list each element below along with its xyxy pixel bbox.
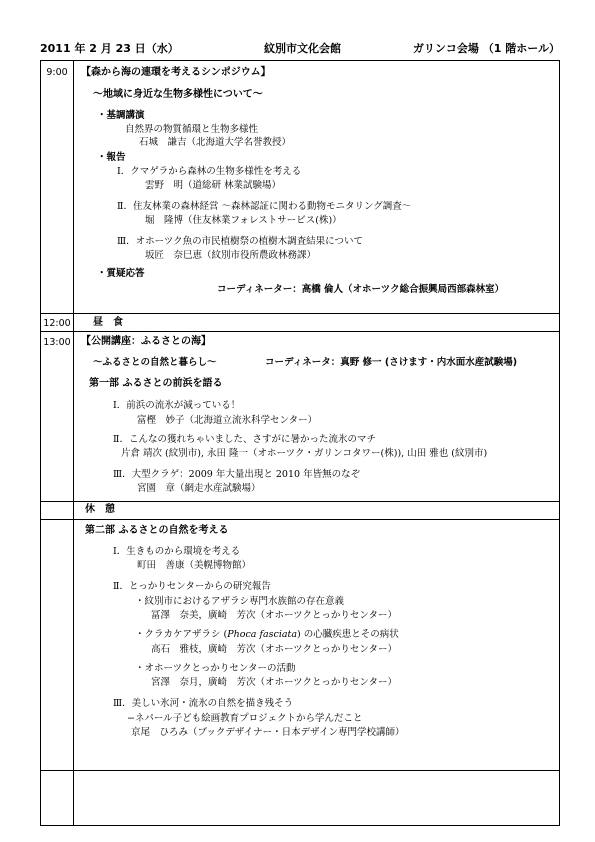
keynote-heading: ・基調講演: [97, 110, 145, 121]
report-1-title: Ⅰ．クマゲラから森林の生物多様性を考える: [117, 166, 302, 177]
part-2-talk-2c-speakers: 宮澤 奈月，廣崎 芳次（オホーツクとっかりセンター）: [151, 677, 397, 688]
part-2-talk-1-speaker: 町田 善康（美幌博物館）: [137, 560, 252, 571]
keynote-title: 自然界の物質循環と生物多様性: [125, 124, 259, 135]
part-2-talk-2-title: Ⅱ．とっかりセンターからの研究報告: [113, 581, 271, 592]
part-1-talk-1-title: Ⅰ．前浜の流氷が減っている！: [113, 400, 241, 411]
part-1-talk-3-speaker: 宮園 章（網走水産試験場）: [137, 483, 261, 494]
report-2-speaker: 堀 隆博（住友林業フォレストサービス(株)）: [145, 215, 342, 226]
lecture-subtitle: 〜ふるさとの自然と暮らし〜: [93, 357, 217, 368]
part-2-talk-2c-title: ・オホーツクとっかりセンターの活動: [135, 663, 296, 674]
afternoon-coordinator: コーディネータ：真野 修一 (さけます・内水面水産試験場): [265, 357, 518, 368]
symposium-subtitle: 〜地域に身近な生物多様性について〜: [93, 89, 263, 100]
lunch-label: 昼 食: [93, 317, 123, 328]
row-divider: [41, 519, 559, 520]
schedule-header: [40, 40, 560, 54]
symposium-title: 【森から海の連環を考えるシンポジウム】: [81, 67, 271, 78]
lecture-title: 【公開講座：ふるさとの海】: [81, 336, 211, 347]
time-slot-lunch: 12:00: [43, 318, 71, 329]
part-2-talk-2b-speakers: 高石 雅枝，廣崎 芳次（オホーツクとっかりセンター）: [151, 644, 397, 655]
part-1-talk-2-title: Ⅱ．こんなの獲れちゃいました、さすがに暑かった流氷のマチ: [113, 434, 376, 445]
part-2-talk-2a-speakers: 冨澤 奈美，廣崎 芳次（オホーツクとっかりセンター）: [151, 610, 397, 621]
report-3-speaker: 坂匠 奈巳恵（紋別市役所農政林務課）: [145, 250, 317, 261]
talk-2b-title-suffix: ) の心臓疾患とその病状: [297, 629, 399, 640]
schedule-table: [40, 60, 560, 826]
row-divider: [41, 501, 559, 502]
report-heading: ・報告: [97, 152, 126, 163]
part-1-heading: 第一部 ふるさとの前浜を語る: [89, 378, 223, 389]
event-date: 2011 年 2 月 23 日（水）: [40, 42, 179, 55]
part-2-talk-2a-title: ・紋別市におけるアザラシ専門水族館の存在意義: [135, 596, 345, 607]
break-label: 休 憩: [85, 504, 115, 515]
event-hall: ガリンコ会場 （1 階ホール）: [412, 42, 560, 55]
row-divider: [41, 331, 559, 332]
part-1-talk-1-speaker: 富樫 妙子（北海道立流氷科学センター）: [137, 415, 318, 426]
part-1-talk-3-title: Ⅲ．大型クラゲ：2009 年大量出現と 2010 年皆無のなぞ: [113, 469, 361, 480]
event-venue: 紋別市文化会館: [264, 42, 341, 55]
latin-species-name: Phoca fasciata: [227, 629, 298, 640]
part-2-talk-2b-title: [135, 630, 399, 640]
talk-2b-title-prefix: ・クラカケアザラシ (: [135, 629, 228, 640]
report-2-title: Ⅱ．住友林業の森林経営 〜森林認証に関わる動物モニタリング調査〜: [117, 201, 412, 212]
qa-heading: ・質疑応答: [97, 268, 145, 279]
part-2-talk-3-title: Ⅲ．美しい氷河・流氷の自然を描き残そう: [113, 698, 294, 709]
time-column-divider: [73, 61, 74, 825]
part-2-talk-1-title: Ⅰ．生きものから環境を考える: [113, 546, 241, 557]
keynote-speaker: 石城 謙吉（北海道大学名誉教授）: [139, 137, 292, 148]
morning-coordinator: コーディネーター：高橋 倫人（オホーツク総合振興局西部森林室）: [217, 284, 505, 295]
part-2-talk-3-speaker: 京尾 ひろみ（ブックデザイナー・日本デザイン専門学校講師）: [131, 727, 405, 738]
time-slot-afternoon: 13:00: [43, 337, 71, 348]
part-2-talk-3-subtitle: −ネパール子ども絵画教育プロジェクトから学んだこと: [127, 713, 363, 724]
part-1-talk-2-speakers: 片倉 靖次 (紋別市), 永田 隆一（オホーツク・ガリンコタワー(株)), 山田 雅也 (紋別市): [121, 448, 488, 459]
row-divider: [41, 770, 559, 771]
part-2-heading: 第二部 ふるさとの自然を考える: [85, 525, 229, 536]
report-3-title: Ⅲ．オホーツク魚の市民植樹祭の植樹木調査結果について: [117, 236, 363, 247]
row-divider: [41, 313, 559, 314]
time-slot-morning: 9:00: [46, 67, 68, 78]
report-1-speaker: 雲野 明（道総研 林業試験場）: [145, 180, 282, 191]
